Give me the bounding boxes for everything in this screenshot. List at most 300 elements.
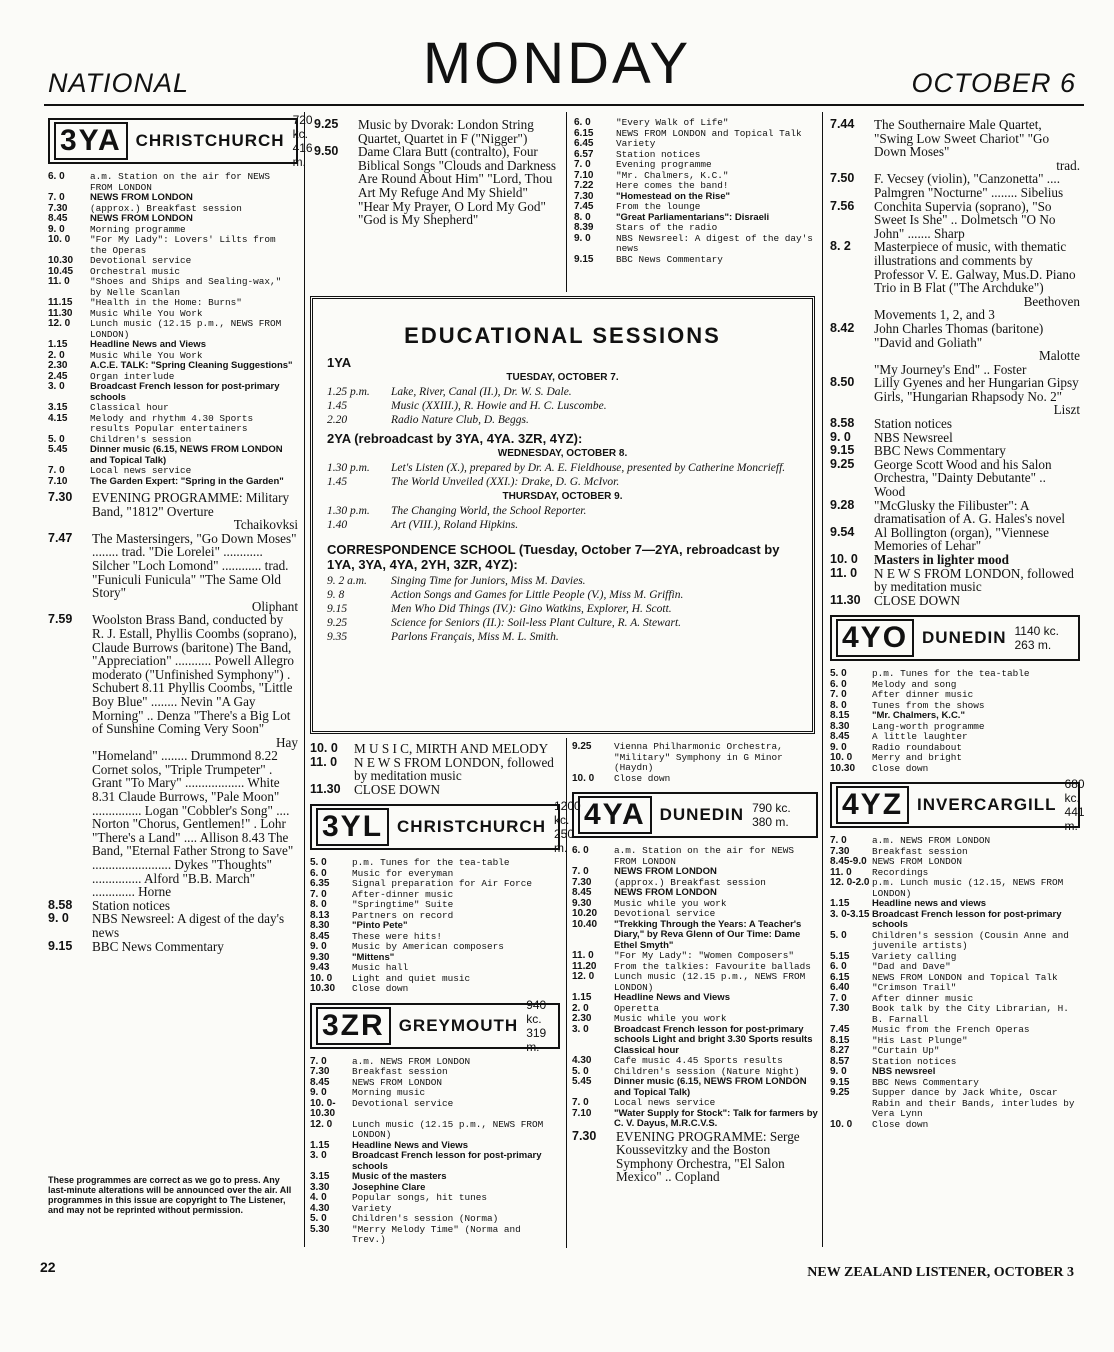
- entry-time: 12. 0: [310, 1118, 333, 1130]
- edu-text: Singing Time for Juniors, Miss M. Davies.: [391, 575, 586, 587]
- entry-time: 6.15: [830, 971, 850, 983]
- schedule-entry: [572, 846, 818, 867]
- entry-time: 5.45: [48, 444, 68, 455]
- entry-text: George Scott Wood and his Salon Orchestra, "Dainty Debutante" .. Wood: [874, 456, 1052, 500]
- entry-time: 7.30: [574, 190, 594, 202]
- entry-text: Local news service: [90, 465, 192, 476]
- schedule-entry: [572, 909, 818, 920]
- entry-text: "Curtain Up": [872, 1045, 940, 1057]
- schedule-entry: [310, 1120, 560, 1141]
- entry-time: 8. 0: [310, 899, 327, 911]
- entry-time: 9. 0: [830, 741, 847, 753]
- station-logo: 4YO: [836, 619, 914, 657]
- entry-text: These were hits!: [352, 930, 443, 942]
- programme-entry: [830, 553, 1080, 567]
- schedule-entry: [572, 742, 818, 774]
- entry-text: Operetta: [614, 1002, 660, 1014]
- entry-time: 7. 0: [572, 1097, 589, 1108]
- educational-sessions-box: [310, 296, 815, 734]
- schedule-entry: [830, 764, 1080, 775]
- schedule-entry: [310, 974, 560, 985]
- entry-text: Children's session: [90, 433, 192, 445]
- entry-text: Signal preparation for Air Force: [352, 878, 533, 890]
- entry-text: John Charles Thomas (baritone) "David and Goliath": [874, 320, 1044, 350]
- programme-entry: [48, 899, 298, 913]
- entry-text: p.m. Tunes for the tea-table: [352, 857, 510, 869]
- entry-time: 5. 0: [310, 1213, 327, 1225]
- entry-time: 1.15: [310, 1139, 330, 1151]
- station-city: CHRISTCHURCH: [397, 817, 546, 837]
- entry-time: 5.15: [830, 950, 850, 962]
- entry-text: Partners on record: [352, 909, 454, 921]
- entry-text: Music for everyman: [352, 867, 454, 879]
- entry-time: 9.28: [830, 497, 855, 512]
- station-city: DUNEDIN: [659, 805, 745, 824]
- entry-text: Woolston Brass Band, conducted by R. J. Estall, Phyllis Coombs (soprano), Claude Burrows (baritone) The Band, "Appreciation" ........... Powell Allegro moderato ("Unfinished Symphony") . Schubert 8.11 Phyllis Coombs, "Little Boy Blue" ........ Nevin "A Gay Morning" .. Denza "There's a Big Lot of Sunshine Coming Very Soon": [92, 612, 297, 737]
- entry-text: Headline news and views: [872, 898, 987, 910]
- programme-entry: [830, 458, 1080, 499]
- schedule-entry: [310, 1099, 560, 1120]
- entry-time: 2.45: [48, 370, 68, 382]
- schedule-entry: [48, 193, 298, 204]
- edu-time: 1.30 p.m.: [327, 462, 370, 474]
- schedule-entry: [48, 277, 298, 298]
- entry-text: "Shoes and Ships and Sealing-wax," by Nelle Scanlan: [90, 276, 282, 298]
- entry-time: 6.40: [830, 982, 850, 994]
- station-frequency: 1140 kc. 263 m.: [1014, 624, 1059, 653]
- station-logo: 3ZR: [316, 1007, 391, 1045]
- entry-text: a.m. Station on the air for NEWS FROM LONDON: [90, 171, 271, 193]
- entry-time: 9.25: [830, 456, 855, 471]
- edu-session: [327, 504, 798, 518]
- entry-time: 9. 0: [310, 1087, 327, 1099]
- entry-text: "Merry Melody Time" (Norma and Trev.): [352, 1223, 521, 1246]
- entry-time: 11. 0: [830, 866, 852, 878]
- schedule-entry: [310, 1193, 560, 1204]
- entry-text: F. Vecsey (violin), "Canzonetta" .... Palmgren "Nocturne" ........ Sibelius: [874, 171, 1064, 200]
- entry-time: 11. 0: [48, 276, 70, 287]
- entry-text: Broadcast French lesson for post-primary schools Light and bright 3.30 Sports results Classical hour: [614, 1023, 813, 1056]
- entry-time: 10. 0: [310, 972, 333, 984]
- entry-text: The Mastersingers, "Go Down Moses" ........ trad. "Die Lorelei" ............ Silcher "Loch Lomond" ............ trad. "Funiculi Funicula" "The Same Old Story": [92, 530, 297, 601]
- entry-time: 3. 0: [48, 381, 65, 392]
- schedule-entry: [310, 911, 560, 922]
- edu-text: Action Songs and Games for Little People (V.), Miss M. Griffin.: [391, 589, 684, 601]
- edu-session: [327, 588, 798, 602]
- entry-text: BBC News Commentary: [616, 253, 723, 265]
- entry-text: Children's session (Nature Night): [614, 1065, 800, 1077]
- entry-text: a.m. NEWS FROM LONDON: [872, 835, 991, 847]
- entry-time: 7.44: [830, 117, 855, 131]
- schedule-entry: [310, 953, 560, 964]
- edu-rows-2: [327, 461, 798, 489]
- entry-time: 6. 0: [572, 845, 589, 856]
- entry-time: 9.25: [314, 117, 339, 131]
- entry-time: 7. 0: [830, 689, 847, 701]
- entry-time: 3. 0: [572, 1023, 589, 1035]
- programme-entry: [830, 431, 1080, 445]
- entry-time: 6. 0: [48, 171, 65, 182]
- entry-text: "Mr. Chalmers, K.C.": [872, 710, 965, 722]
- edu-time: 9. 2 a.m.: [327, 575, 367, 587]
- entry-time: 10. 0: [310, 741, 338, 755]
- entry-time: 7.10: [572, 1107, 592, 1119]
- programme-entry: [830, 499, 1080, 526]
- entry-time: 9.54: [830, 524, 855, 539]
- schedule-entry: [572, 920, 818, 952]
- entry-time: 10.40: [572, 918, 598, 930]
- entry-text: Popular songs, hit tunes: [352, 1192, 488, 1204]
- entry-text: "McGlusky the Filibuster": A dramatisation of A. G. Hales's novel: [874, 497, 1065, 527]
- edu-session: [327, 518, 798, 532]
- entry-text: Radio roundabout: [872, 741, 963, 753]
- entry-time: 7.30: [572, 1128, 597, 1143]
- entry-text: "Homestead on the Rise": [616, 190, 731, 202]
- entry-text: From the talkies: Favourite ballads: [614, 960, 811, 972]
- schedule-entry: [48, 340, 298, 351]
- entry-time: 7.30: [572, 876, 592, 888]
- schedule-entry: [310, 984, 560, 995]
- station-frequency: 790 kc. 380 m.: [752, 801, 791, 829]
- entry-text: NBS Newsreel: A digest of the day's news: [616, 232, 813, 254]
- entry-time: 11.30: [310, 781, 341, 796]
- entry-time: 8.15: [830, 1034, 850, 1046]
- entry-text: Devotional service: [90, 255, 192, 266]
- entry-time: 8.13: [310, 909, 330, 921]
- entry-time: 8.30: [830, 720, 850, 732]
- entry-time: 10.30: [310, 983, 336, 995]
- programme-entry: [48, 532, 298, 600]
- entry-time: 8.45: [310, 1076, 330, 1088]
- schedule-entry: [48, 361, 298, 372]
- edu-session: [327, 413, 798, 427]
- entry-text: Local news service: [614, 1097, 716, 1108]
- entry-time: 6.57: [574, 148, 594, 160]
- entry-text: NEWS FROM LONDON and Topical Talk: [616, 127, 802, 139]
- entry-text: "For My Lady": "Women Composers": [614, 950, 795, 961]
- entry-text: Recordings: [872, 866, 929, 878]
- programme-entry: [314, 118, 559, 145]
- programme-entry: [830, 526, 1080, 553]
- column-4ya: [572, 742, 818, 1252]
- entry-text: "Dad and Dave": [872, 961, 951, 973]
- column-4yo-4yz: [830, 117, 1085, 1252]
- entry-text: The Garden Expert: "Spring in the Garden": [90, 475, 284, 487]
- entry-time: 9.15: [574, 253, 594, 265]
- schedule-entry: [572, 1025, 818, 1057]
- schedule-entry: [574, 129, 816, 140]
- entry-time: 8.45: [830, 731, 850, 743]
- entry-text: NEWS FROM LONDON and Topical Talk: [872, 971, 1058, 983]
- entry-time: 8. 2: [830, 239, 851, 254]
- entry-time: 7.30: [48, 490, 73, 504]
- entry-time: 2.30: [48, 360, 68, 371]
- entry-text: Close down: [614, 772, 671, 784]
- entry-text: EVENING PROGRAMME: Military Band, "1812" Overture: [92, 490, 290, 519]
- entry-text: From the lounge: [616, 201, 701, 212]
- edu-time: 1.45: [327, 476, 348, 488]
- entry-text: "Mittens": [352, 951, 395, 963]
- entry-time: 8.57: [830, 1055, 850, 1067]
- entry-text: After dinner music: [872, 689, 974, 701]
- schedule-entry: [48, 319, 298, 340]
- entry-text: "Water Supply for Stock": Talk for farmers by C. V. Dayus, M.R.C.V.S.: [614, 1107, 818, 1129]
- entry-text: NEWS FROM LONDON: [614, 887, 717, 898]
- entry-time: 10.30: [48, 255, 74, 266]
- entry-text: Station notices: [616, 148, 701, 160]
- schedule-entry: [830, 857, 1080, 868]
- page-header: [0, 0, 1114, 110]
- entry-time: 9.15: [830, 1076, 850, 1088]
- programme-entry: [48, 749, 298, 899]
- entry-time: 7. 0: [48, 192, 65, 203]
- entry-text: Headline News and Views: [614, 992, 730, 1003]
- edu-station-1ya: 1YA: [327, 355, 352, 370]
- edu-time: 9.35: [327, 631, 348, 643]
- schedule-entry: [48, 298, 298, 309]
- programme-entry: [48, 912, 298, 939]
- entry-time: 1.15: [48, 339, 68, 350]
- edu-session: [327, 475, 798, 489]
- entry-time: [48, 749, 92, 899]
- entry-text: Close down: [872, 762, 929, 774]
- entry-text: "Health in the Home: Burns": [90, 297, 242, 308]
- entry-time: 9.30: [572, 897, 592, 909]
- entry-time: 11.20: [572, 960, 597, 972]
- schedule-entry: [48, 235, 298, 256]
- entry-text: Supper dance by Jack White, Oscar Rabin and their Bands, interludes by Vera Lynn: [872, 1087, 1075, 1120]
- schedule-entry: [574, 181, 816, 192]
- entry-text: NBS Newsreel: [874, 429, 953, 445]
- schedule-entry: [572, 1056, 818, 1067]
- edu-time: 2.20: [327, 414, 348, 426]
- composer-credit: trad.: [1056, 157, 1080, 173]
- edu-text: Lake, River, Canal (II.), Dr. W. S. Dale.: [391, 386, 572, 398]
- entry-time: 9. 0: [830, 429, 851, 444]
- entry-text: N E W S FROM LONDON, followed by meditation music: [874, 565, 1074, 595]
- entry-text: Broadcast French lesson for post-primary schools: [872, 908, 1062, 931]
- entry-text: Broadcast French lesson for post-primary schools: [90, 381, 280, 403]
- entry-time: 10.20: [572, 908, 598, 919]
- entry-text: NEWS FROM LONDON: [872, 856, 963, 868]
- entry-text: (approx.) Breakfast session: [614, 876, 766, 888]
- entry-time: 10. 0: [830, 552, 858, 566]
- entry-text: N E W S FROM LONDON, followed by meditation music: [354, 754, 554, 784]
- programme-entry: [830, 308, 1080, 322]
- entry-text: "Springtime" Suite: [352, 899, 454, 911]
- entry-text: Lilly Gyenes and her Hungarian Gipsy Girls, "Hungarian Rhapsody No. 2": [874, 375, 1079, 404]
- entry-time: 10. 0: [830, 1118, 853, 1130]
- entry-text: NEWS FROM LONDON: [90, 192, 193, 203]
- edu-text: Science for Seniors (II.): Soil-less Plant Culture, R. A. Stewart.: [391, 617, 682, 629]
- station-frequency: 680 kc. 441 m.: [1064, 777, 1085, 834]
- entry-text: Stars of the radio: [616, 222, 718, 233]
- schedule-entry: [574, 223, 816, 234]
- entry-text: NBS newsreel: [872, 1066, 936, 1078]
- entry-time: 6. 0: [830, 678, 847, 690]
- entry-time: 7.10: [574, 169, 594, 181]
- entry-time: 9.50: [314, 144, 339, 159]
- entry-text: Classical hour: [90, 402, 169, 413]
- schedule-entry: [48, 445, 298, 466]
- entry-time: 9. 0: [830, 1066, 847, 1078]
- edu-time: 1.45: [327, 400, 348, 412]
- station-badge: [48, 113, 313, 169]
- entry-text: BBC News Commentary: [92, 938, 224, 954]
- entry-time: 8.50: [830, 375, 855, 390]
- entry-time: 7.22: [574, 180, 594, 191]
- entry-time: 3.15: [48, 402, 68, 413]
- programme-entry: [830, 376, 1080, 403]
- schedule-entry: [48, 214, 298, 225]
- schedule-entry: [572, 1014, 818, 1025]
- column-3yl-3zr: [310, 741, 581, 1252]
- entry-text: Children's session (Norma): [352, 1213, 499, 1225]
- schedule-entry: [574, 118, 816, 129]
- schedule-entry: [48, 403, 298, 414]
- entry-time: 8.30: [310, 920, 330, 932]
- station-frequency: 720 kc. 416 m.: [292, 113, 313, 169]
- schedule-entry: [574, 202, 816, 213]
- schedule-entry: [830, 1004, 1080, 1025]
- edu-session: [327, 385, 798, 399]
- schedule-entry: [830, 931, 1080, 952]
- entry-time: 11.15: [48, 297, 73, 308]
- edu-time: 9.15: [327, 603, 348, 615]
- entry-time: 7. 0: [830, 992, 847, 1004]
- entry-text: Dinner music (6.15, NEWS FROM LONDON and Topical Talk): [90, 444, 283, 466]
- entry-text: Masters in lighter mood: [874, 552, 1009, 567]
- schedule-entry: [310, 942, 560, 953]
- entry-text: Station notices: [872, 1055, 957, 1067]
- schedule-entry: [48, 172, 298, 193]
- entry-time: 7. 0: [310, 1055, 327, 1067]
- edu-rows-4: [327, 574, 798, 644]
- station-city: CHRISTCHURCH: [135, 131, 285, 150]
- column-3yl-evening: [574, 118, 816, 293]
- entry-time: 9.15: [830, 443, 855, 458]
- schedule-entry: [830, 1036, 1080, 1047]
- entry-text: Station notices: [92, 897, 171, 913]
- entry-time: 9. 0: [48, 911, 69, 926]
- schedule-entry: [574, 160, 816, 171]
- composer-credit: Beethoven: [1023, 293, 1080, 309]
- header-day: MONDAY: [422, 31, 692, 96]
- entry-time: 9. 0: [310, 941, 327, 953]
- edu-correspondence: CORRESPONDENCE SCHOOL (Tuesday, October 7—2YA, rebroadcast by 1YA, 3YA, 4YA, 2YH, 3ZR, 4YZ):: [327, 542, 780, 572]
- column-3ya: [48, 113, 313, 1174]
- edu-session: [327, 574, 798, 588]
- entry-text: Movements 1, 2, and 3: [874, 307, 995, 323]
- copyright-note: These programmes are correct as we go to press. Any last-minute alterations will be announced over the air. All programmes in this issue are copyright to The Listener, and may not be reprinted without permission.: [48, 1175, 292, 1215]
- page-number: 22: [40, 1259, 56, 1275]
- programme-entry: [830, 240, 1080, 294]
- entry-time: 12. 0: [48, 318, 71, 329]
- programme-entry: [48, 613, 298, 735]
- schedule-entry: [572, 972, 818, 993]
- station-logo: 4YZ: [836, 786, 909, 824]
- programme-entry: [830, 118, 1080, 159]
- entry-text: Music by Dvorak: London String Quartet, Quartet in F ("Nigger"): [358, 117, 534, 146]
- entry-text: NBS Newsreel: A digest of the day's news: [92, 911, 285, 940]
- entry-time: 8.27: [830, 1045, 850, 1057]
- entry-text: Lunch music (12.15 p.m., NEWS FROM LONDON): [90, 318, 282, 340]
- schedule-entry: [572, 1077, 818, 1098]
- entry-time: 7.30: [830, 845, 850, 857]
- entry-time: 10.45: [48, 265, 74, 277]
- programme-entry: [830, 417, 1080, 431]
- entry-time: 7. 0: [574, 159, 591, 170]
- edu-rows-3: [327, 504, 798, 532]
- schedule-entry: [48, 477, 298, 488]
- entry-time: 2.30: [572, 1013, 592, 1024]
- station-badge: [830, 777, 1085, 834]
- entry-time: 8.45: [48, 213, 68, 224]
- edu-day-thursday: THURSDAY, OCTOBER 9.: [502, 491, 623, 502]
- entry-text: Music by American composers: [352, 941, 504, 953]
- entry-text: CLOSE DOWN: [354, 781, 441, 797]
- entry-text: Lunch music (12.15 p.m., NEWS FROM LONDON): [614, 971, 806, 993]
- entry-time: 6.45: [574, 138, 594, 149]
- programme-entry: [310, 742, 560, 756]
- entry-text: A little laughter: [872, 731, 968, 743]
- schedule-entry: [830, 753, 1080, 764]
- programme-entry: [830, 172, 1080, 199]
- entry-text: CLOSE DOWN: [874, 592, 961, 608]
- entry-text: NEWS FROM LONDON: [352, 1076, 443, 1088]
- schedule-entry: [574, 139, 816, 150]
- entry-text: Cafe music 4.45 Sports results: [614, 1055, 783, 1066]
- composer-credit: Tchaikovksi: [233, 517, 298, 533]
- edu-text: Parlons Français, Miss M. L. Smith.: [391, 631, 559, 643]
- entry-text: Music while you work: [614, 897, 727, 909]
- entry-time: 5. 0: [310, 857, 327, 869]
- station-logo: 3YA: [54, 122, 128, 160]
- schedule-entry: [574, 255, 816, 266]
- schedule-entry: [830, 952, 1080, 963]
- programme-entry: [830, 200, 1080, 241]
- composer-credit: Hay: [276, 734, 298, 750]
- entry-text: "Great Parliamentarians": Disraeli: [616, 211, 770, 223]
- entry-time: [830, 308, 874, 322]
- station-city: GREYMOUTH: [398, 1015, 519, 1035]
- entry-time: 5. 0: [572, 1065, 589, 1077]
- schedule-entry: [48, 414, 298, 435]
- entry-time: 12. 0-2.0: [830, 877, 870, 889]
- schedule-entry: [572, 888, 818, 899]
- entry-time: 7.30: [310, 1066, 330, 1078]
- station-logo: 4YA: [578, 796, 652, 834]
- entry-text: (approx.) Breakfast session: [90, 202, 242, 214]
- entry-text: Music While You Work: [90, 307, 203, 319]
- entry-time: 10. 0-10.30: [310, 1097, 336, 1120]
- entry-time: 7. 0: [48, 465, 65, 476]
- entry-time: 8. 0: [574, 211, 591, 223]
- entry-text: Music While You Work: [90, 349, 203, 361]
- entry-text: "Crimson Trail": [872, 982, 957, 994]
- edu-day-wednesday: WEDNESDAY, OCTOBER 8.: [497, 448, 628, 459]
- entry-time: 3. 0-3.15: [830, 908, 870, 920]
- entry-time: [830, 363, 874, 377]
- edu-text: Radio Nature Club, D. Beggs.: [391, 414, 529, 426]
- entry-text: Devotional service: [352, 1097, 454, 1109]
- entry-text: Variety: [616, 138, 656, 149]
- entry-time: 7.10: [48, 475, 68, 487]
- programme-entry: [310, 756, 560, 783]
- edu-session: [327, 630, 798, 644]
- entry-text: Devotional service: [614, 908, 716, 919]
- entry-time: 1.15: [572, 992, 592, 1003]
